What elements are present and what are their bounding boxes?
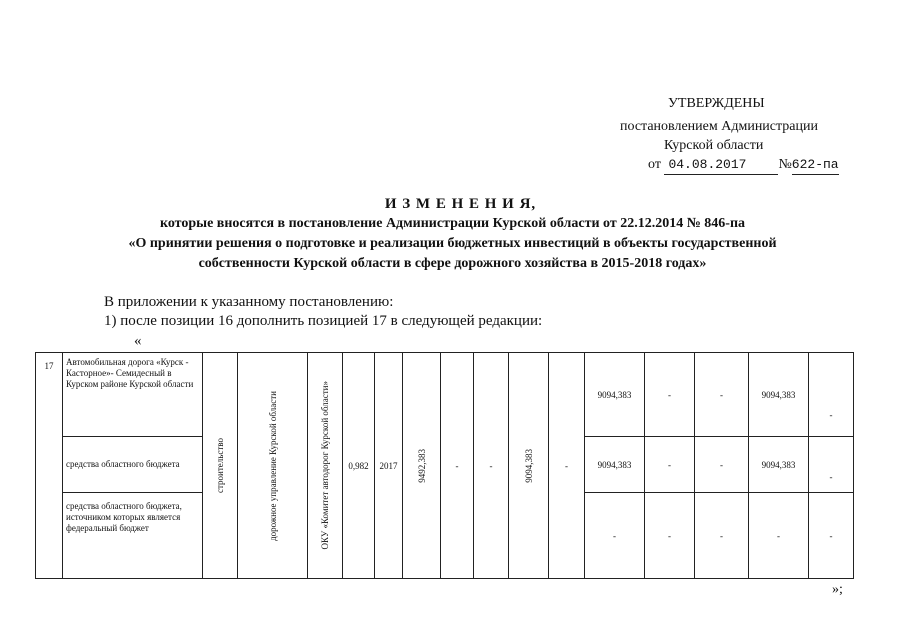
- total-value-cell: 9094,383: [509, 353, 549, 579]
- estimated-cost-cell: 9492,383: [403, 353, 441, 579]
- item1-text: 1) после позиции 16 дополнить позицией 17 в следующей редакции:: [104, 313, 543, 329]
- value-cell: -: [645, 493, 695, 579]
- investment-table: [35, 352, 854, 579]
- position-cell: 17: [36, 353, 63, 579]
- value-cell: 9094,383: [749, 437, 809, 493]
- value-cell: -: [645, 353, 695, 437]
- source-regional-cell: средства областного бюджета: [63, 437, 203, 493]
- dash-cell: -: [549, 353, 585, 579]
- value-cell: -: [585, 493, 645, 579]
- developer-cell: ОКУ «Комитет автодорог Курской области»: [308, 353, 343, 579]
- source-federal-cell: средства областного бюджета, источником которых является федеральный бюджет: [63, 493, 203, 579]
- approval-date: 04.08.2017: [664, 155, 778, 175]
- value-cell: -: [645, 437, 695, 493]
- value-cell: -: [749, 493, 809, 579]
- heading-line1: которые вносятся в постановление Администрации Курской области от 22.12.2014 № 846-па: [159, 216, 746, 231]
- approval-date-line: [620, 155, 860, 175]
- year-cell: 2017: [375, 353, 403, 579]
- table-row: [36, 353, 854, 437]
- value-cell: 9094,383: [585, 437, 645, 493]
- approval-line3: Курской области: [664, 138, 764, 153]
- value-cell: -: [695, 493, 749, 579]
- dash-cell: -: [441, 353, 474, 579]
- value-cell: -: [809, 353, 854, 437]
- approval-number: 622-па: [792, 155, 839, 175]
- value-cell: -: [695, 437, 749, 493]
- dash-cell: -: [474, 353, 509, 579]
- value-cell: 9094,383: [585, 353, 645, 437]
- capacity-cell: 0,982: [343, 353, 375, 579]
- approval-line2: постановлением Администрации: [620, 119, 818, 134]
- value-cell: 9094,383: [749, 353, 809, 437]
- approval-title: УТВЕРЖДЕНЫ: [668, 96, 765, 111]
- object-name-cell: Автомобильная дорога «Курск - Касторное»- Семидесный в Курском районе Курской области: [63, 353, 203, 437]
- value-cell: -: [809, 493, 854, 579]
- document-title: И З М Е Н Е Н И Я,: [384, 196, 537, 212]
- number-label: №: [778, 157, 792, 172]
- approval-block: [620, 94, 860, 175]
- value-cell: -: [695, 353, 749, 437]
- heading-line2: «О принятии решения о подготовке и реализации бюджетных инвестиций в объекты государственной: [128, 236, 777, 251]
- value-cell: -: [809, 437, 854, 493]
- customer-cell: дорожное управление Курской области: [238, 353, 308, 579]
- open-quote: «: [134, 333, 142, 349]
- intro-text: В приложении к указанному постановлению:: [104, 294, 394, 310]
- close-quote: »;: [832, 582, 843, 597]
- from-label: от: [648, 157, 661, 172]
- heading-line3: собственности Курской области в сфере дорожного хозяйства в 2015-2018 годах»: [198, 256, 707, 271]
- direction-cell: строительство: [203, 353, 238, 579]
